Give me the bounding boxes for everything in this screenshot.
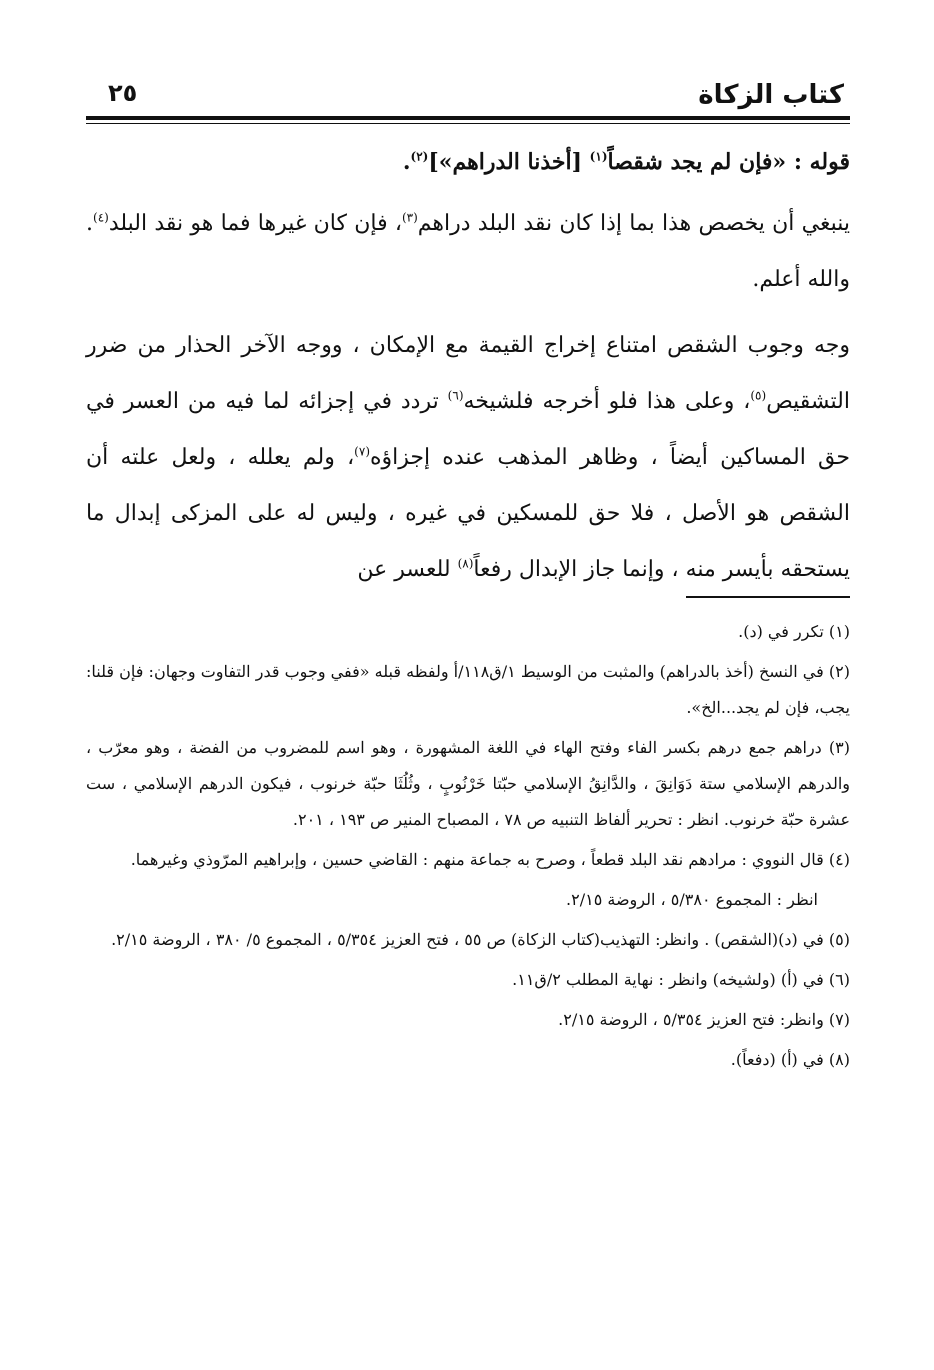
paragraph-2-part-5: للعسر عن <box>357 557 458 582</box>
footnote-ref-6: (٦) <box>447 388 464 403</box>
footnote-1: (١) تكرر في (د). <box>738 622 850 641</box>
paragraph-2-part-1: وجه وجوب الشقص امتناع إخراج القيمة مع الإمكان ، ووجه الآخر الحذار من ضرر التشقيص <box>86 333 850 414</box>
running-title: كتاب الزكاة <box>698 80 844 110</box>
footnote-ref-8: (٨) <box>457 556 474 571</box>
footnote-4-continuation: انظر : المجموع ٥/٣٨٠ ، الروضة ٢/١٥. <box>566 890 818 909</box>
footnote-ref-3: (٣) <box>401 210 418 225</box>
paragraph-2-part-4: ، ولم يعلله ، ولعل علته أن الشقص هو الأصل ، فلا حق للمسكين في غيره ، وليس له على المزكى إبدال ما يستحقه بأيسر منه ، وإنما جاز الإبدال رفعاً <box>86 445 850 582</box>
heading-end: . <box>402 149 411 175</box>
footnote-2: (٢) في النسخ (أخذ بالدراهم) والمثبت من الوسيط ١/ق١١٨/أ ولفظه قبله «ففي وجوب قدر التفاوت وجهان: فإن قلنا: يجب، فإن لم يجد...الخ». <box>86 662 851 717</box>
heading-bracket: [أخذنا الدراهم»] <box>428 149 590 175</box>
footnote-4: (٤) قال النووي : مرادهم نقد البلد قطعاً ، وصرح به جماعة منهم : القاضي حسين ، وإبراهيم المرّوذي وغيرهما. <box>130 850 850 869</box>
footnote-5: (٥) في (د)(الشقص) . وانظر: التهذيب(كتاب الزكاة) ص ٥٥ ، فتح العزيز ٥/٣٥٤ ، المجموع ٥/ ٣٨٠ ، الروضة ٢/١٥. <box>111 930 850 949</box>
book-page <box>86 66 850 1326</box>
footnote-ref-1: (١) <box>589 149 608 164</box>
header-rule-thick <box>86 116 850 120</box>
footnote-6: (٦) في (أ) (ولشيخه) وانظر : نهاية المطلب ٢/ق١١. <box>512 970 850 989</box>
footnote-separator <box>686 596 850 598</box>
footnote-ref-2: (٢) <box>410 149 429 164</box>
paragraph-1-part-3: . والله أعلم. <box>86 211 850 292</box>
footnote-7: (٧) وانظر: فتح العزيز ٥/٣٥٤ ، الروضة ٢/١٥. <box>558 1010 850 1029</box>
page-number: ٢٥ <box>108 79 138 107</box>
footnote-3: (٣) دراهم جمع درهم بكسر الفاء وفتح الهاء في اللغة المشهورة ، وهو اسم للمضروب من الفضة ، وهو معرّب ، والدرهم الإسلامي ستة دَوَانِقَ ، والدَّانِقُ الإسلامي حبّتا خَرْنُوبٍ ، وثُلُثَا حبّة خرنوب ، فيكون الدرهم الإسلامي ، ست عشرة حبّة خرنوب. انظر : تحرير ألفاظ التنبيه ص ٧٨ ، المصباح المنير ص ١٩٣ ، ٢٠١. <box>86 738 851 829</box>
footnote-8: (٨) في (أ) (دفعاً). <box>730 1050 850 1069</box>
footnotes <box>86 614 850 1082</box>
footnote-ref-7: (٧) <box>354 444 370 459</box>
footnote-ref-4: (٤) <box>93 210 109 225</box>
paragraph-1-part-1: ينبغي أن يخصص هذا بما إذا كان نقد البلد دراهم <box>417 211 851 236</box>
header-rule-thin <box>86 123 850 124</box>
main-text <box>86 134 850 598</box>
footnote-ref-5: (٥) <box>750 388 767 403</box>
heading-line <box>86 134 850 190</box>
heading-quote: «فإن لم يجد شقصاً <box>607 149 787 175</box>
paragraph-1-part-2: ، فإن كان غيرها فما هو نقد البلد <box>108 211 402 236</box>
paragraph-2 <box>86 318 850 598</box>
paragraph-2-part-3: تردد في إجزائه لما فيه من العسر في حق المساكين أيضاً ، وظاهر المذهب عنده إجزاؤه <box>86 389 850 470</box>
paragraph-2-part-2: ، وعلى هذا فلو أخرجه فلشيخه <box>463 389 751 414</box>
paragraph-1 <box>86 196 850 308</box>
heading-label: قوله : <box>786 149 850 175</box>
page-header <box>86 66 850 120</box>
